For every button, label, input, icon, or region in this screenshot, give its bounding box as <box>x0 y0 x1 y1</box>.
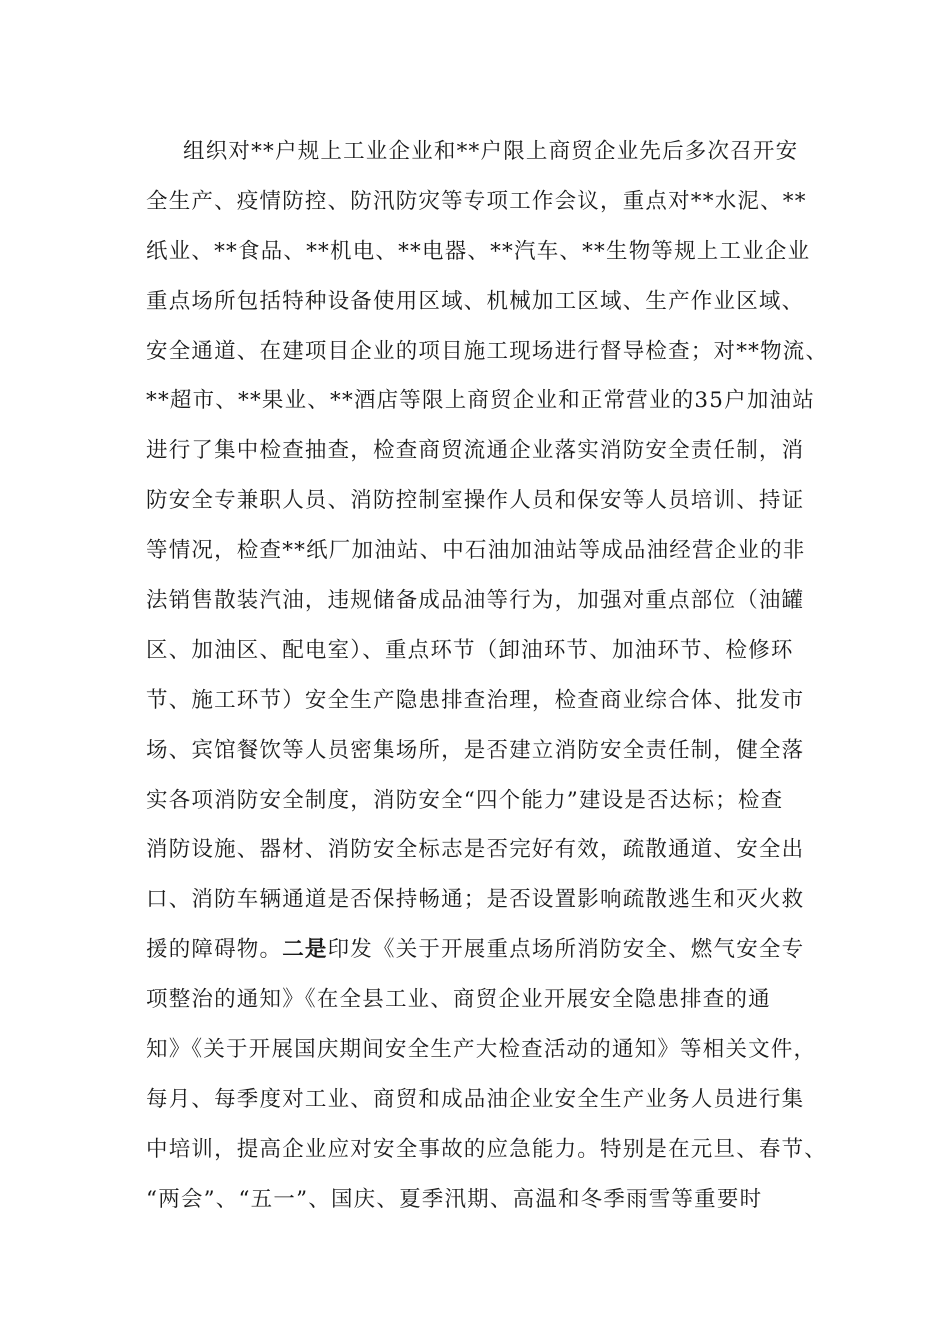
text-line: 场、宾馆餐饮等人员密集场所，是否建立消防安全责任制，健全落 <box>146 737 805 763</box>
text-line: 重点场所包括特种设备使用区域、机械加工区域、生产作业区域、 <box>146 288 805 314</box>
text-line: “两会”、“五一”、国庆、夏季汛期、高温和冬季雨雪等重要时 <box>146 1186 763 1212</box>
text-line: 组织对**户规上工业企业和**户限上商贸企业先后多次召开安 <box>183 139 799 164</box>
body-paragraph <box>146 132 829 1230</box>
text-fragment: 印发《关于开展重点场所消防安全、燃气安全专 <box>327 937 805 963</box>
text-line: 节、施工环节）安全生产隐患排查治理，检查商业综合体、批发市 <box>146 687 805 713</box>
text-line: 安全通道、在建项目企业的项目施工现场进行督导检查；对**物流、 <box>146 338 829 364</box>
text-fragment: 援的障碍物。 <box>146 937 283 963</box>
text-line: 项整治的通知》《在全县工业、商贸企业开展安全隐患排查的通 <box>146 987 771 1013</box>
bold-marker: 二是 <box>282 937 328 963</box>
text-line: 每月、每季度对工业、商贸和成品油企业安全生产业务人员进行集 <box>146 1086 805 1112</box>
text-line: 全生产、疫情防控、防汛防灾等专项工作会议，重点对**水泥、** <box>146 188 807 214</box>
text-line: 消防设施、器材、消防安全标志是否完好有效，疏散通道、安全出 <box>146 837 805 863</box>
text-line: 纸业、**食品、**机电、**电器、**汽车、**生物等规上工业企业 <box>146 238 811 264</box>
text-line: 中培训，提高企业应对安全事故的应急能力。特别是在元旦、春节、 <box>146 1136 828 1162</box>
text-line: 区、加油区、配电室）、重点环节（卸油环节、加油环节、检修环 <box>146 637 794 663</box>
text-line: 实各项消防安全制度，消防安全“四个能力”建设是否达标；检查 <box>146 787 784 813</box>
text-line: 口、消防车辆通道是否保持畅通；是否设置影响疏散逃生和灭火救 <box>146 887 805 913</box>
text-line: 防安全专兼职人员、消防控制室操作人员和保安等人员培训、持证 <box>146 488 805 514</box>
text-line: **超市、**果业、**酒店等限上商贸企业和正常营业的35户加油站 <box>146 388 815 414</box>
text-line: 法销售散装汽油，违规储备成品油等行为，加强对重点部位（油罐 <box>146 588 805 614</box>
text-line <box>146 930 826 980</box>
text-line: 进行了集中检查抽查，检查商贸流通企业落实消防安全责任制，消 <box>146 438 805 464</box>
text-line: 等情况，检查**纸厂加油站、中石油加油站等成品油经营企业的非 <box>146 538 806 564</box>
text-line: 知》《关于开展国庆期间安全生产大检查活动的通知》等相关文件， <box>146 1037 817 1063</box>
